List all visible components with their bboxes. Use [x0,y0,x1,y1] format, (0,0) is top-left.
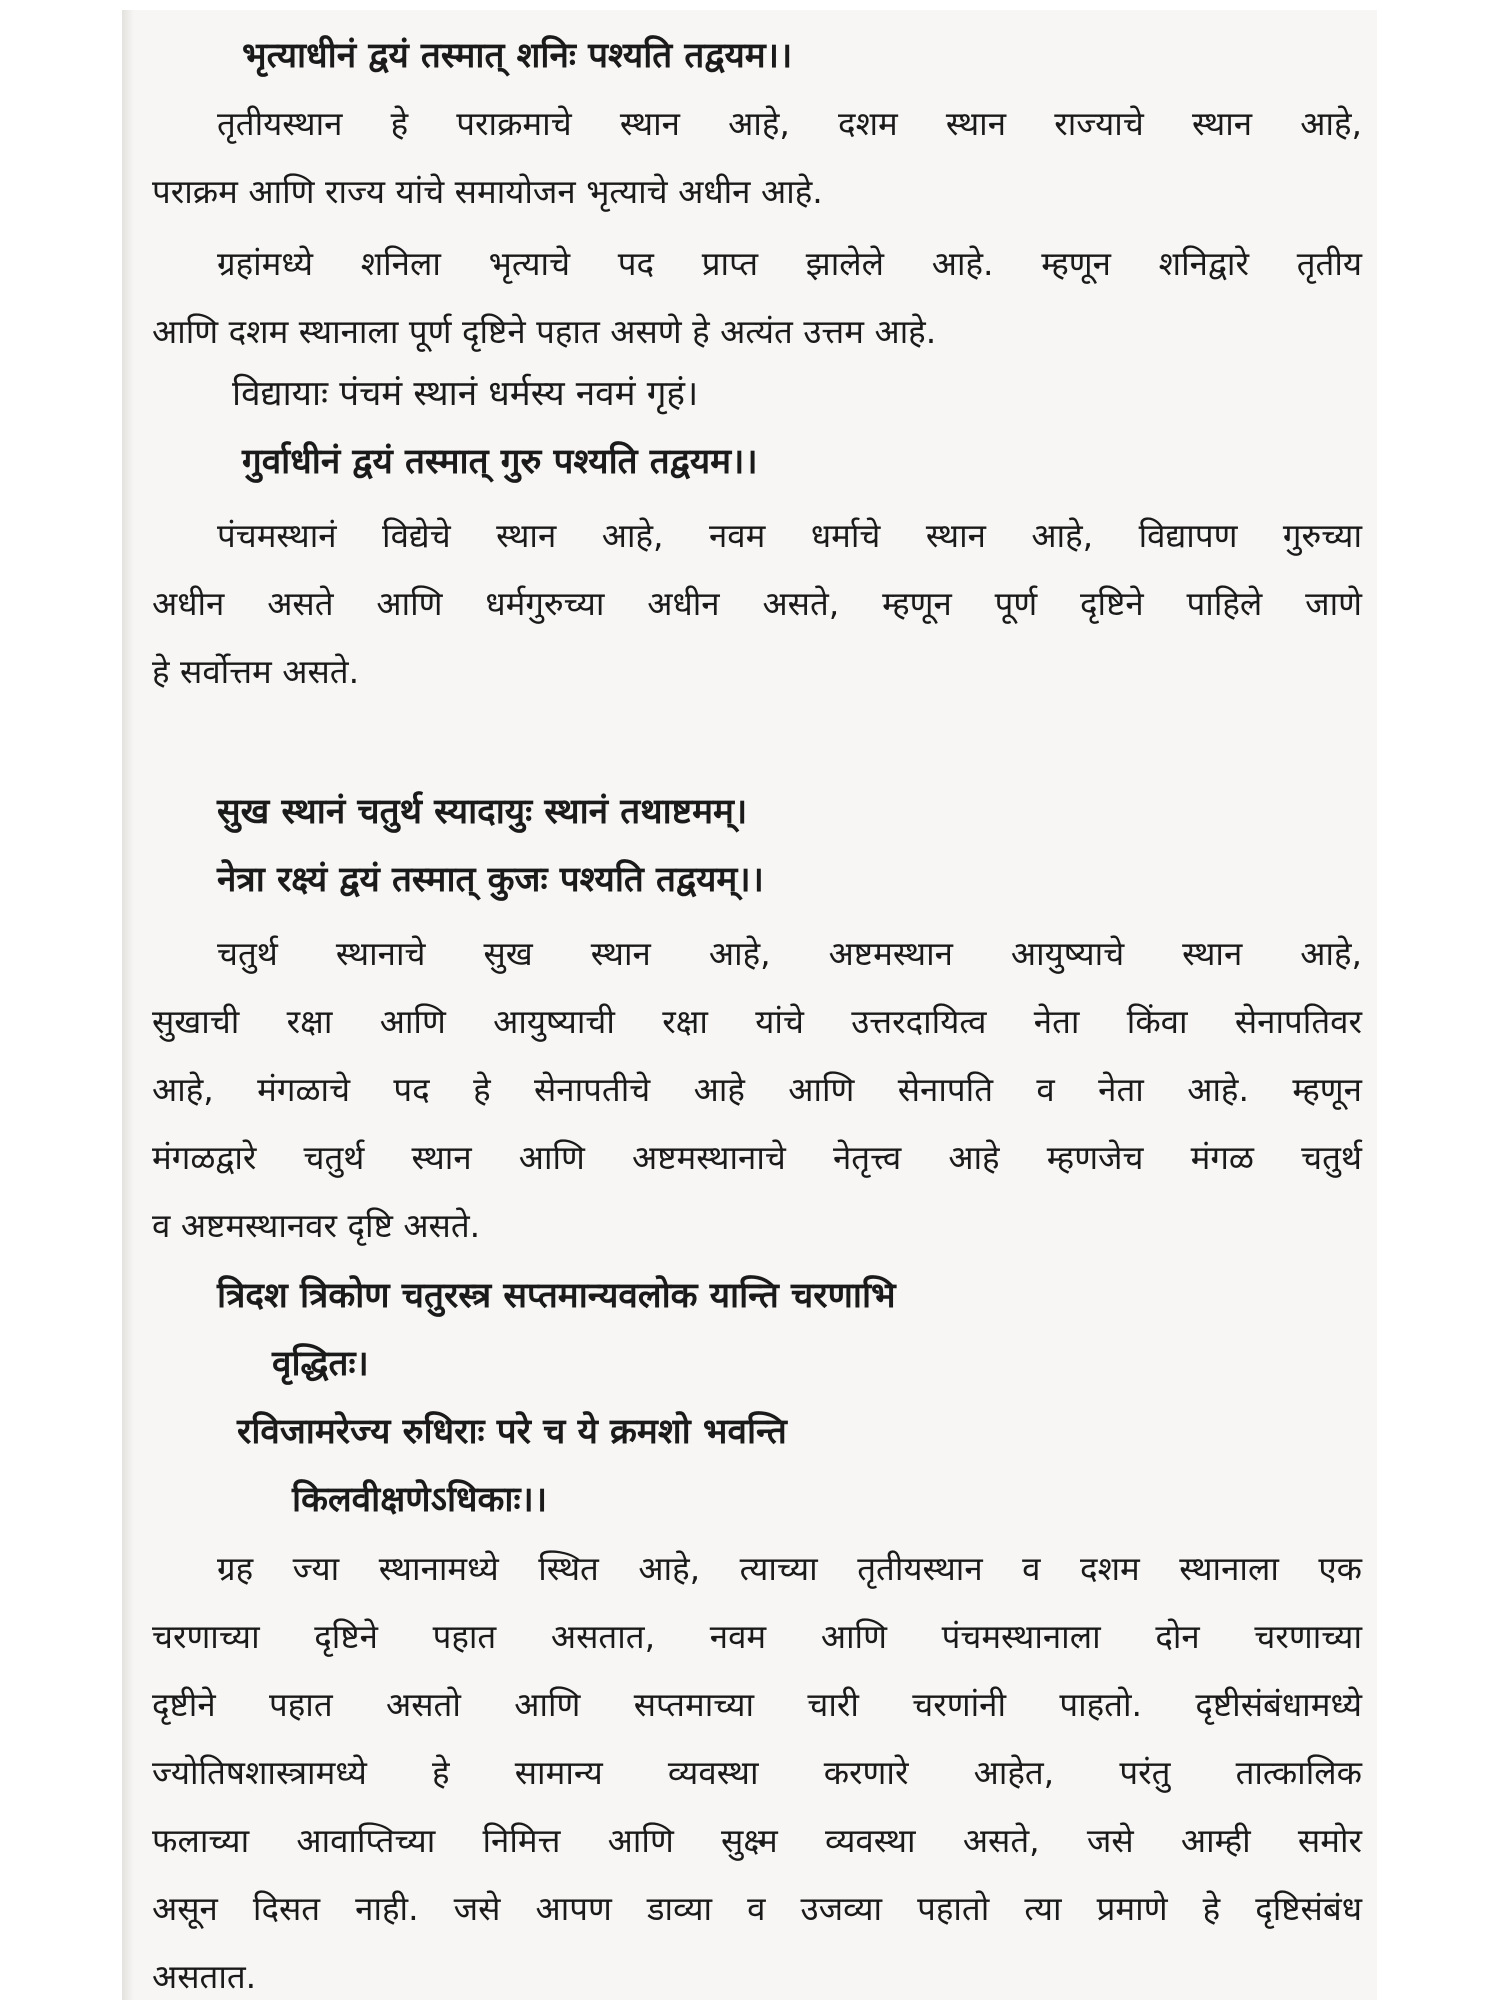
paragraph-line: मंगळद्वारे चतुर्थ स्थान आणि अष्टमस्थानाचे नेतृत्त्व आहे म्हणजेच मंगळ चतुर्थ [152,1138,1362,1177]
verse-line: गुर्वाधीनं द्वयं तस्मात् गुरु पश्यति तद्वयम।। [242,442,758,482]
paragraph-line: व अष्टमस्थानवर दृष्टि असते. [152,1206,481,1245]
paragraph-line: हे सर्वोत्तम असते. [152,652,360,691]
verse-line: रविजामरेज्य रुधिराः परे च ये क्रमशो भवन्ति [237,1412,787,1452]
paragraph-1 [152,90,1362,226]
paragraph-line: आहे, मंगळाचे पद हे सेनापतीचे आहे आणि सेनापति व नेता आहे. म्हणून [152,1070,1362,1109]
verse-line: विद्यायाः पंचमं स्थानं धर्मस्य नवमं गृहं। [232,374,699,414]
paragraph-line: आणि दशम स्थानाला पूर्ण दृष्टिने पहात असणे हे अत्यंत उत्तम आहे. [152,312,937,351]
paragraph-line: अधीन असते आणि धर्मगुरुच्या अधीन असते, म्हणून पूर्ण दृष्टिने पाहिले जाणे [152,584,1362,623]
paragraph-line: दृष्टीने पहात असतो आणि सप्तमाच्या चारी चरणांनी पाहतो. दृष्टीसंबंधामध्ये [152,1685,1362,1724]
paragraph-line: फलाच्या आवाप्तिच्या निमित्त आणि सुक्ष्म व्यवस्था असते, जसे आम्ही समोर [152,1821,1362,1860]
paragraph-line: चरणाच्या दृष्टिने पहात असतात, नवम आणि पंचमस्थानाला दोन चरणाच्या [152,1617,1362,1656]
verse-4 [152,1262,1362,1534]
paragraph-line: ग्रहांमध्ये शनिला भृत्याचे पद प्राप्त झालेले आहे. म्हणून शनिद्वारे तृतीय [217,244,1362,283]
paragraph-line: ग्रह ज्या स्थानामध्ये स्थित आहे, त्याच्या तृतीयस्थान व दशम स्थानाला एक [217,1549,1362,1588]
verse-line: भृत्याधीनं द्वयं तस्मात् शनिः पश्यति तद्वयम।। [242,36,793,76]
paragraph-line: सुखाची रक्षा आणि आयुष्याची रक्षा यांचे उत्तरदायित्व नेता किंवा सेनापतिवर [152,1002,1362,1041]
paragraph-3 [152,502,1362,706]
paragraph-line: चतुर्थ स्थानाचे सुख स्थान आहे, अष्टमस्थान आयुष्याचे स्थान आहे, [217,934,1362,973]
paragraph-line: पराक्रम आणि राज्य यांचे समायोजन भृत्याचे अधीन आहे. [152,172,823,211]
verse-line: वृद्धितः। [272,1344,369,1384]
paragraph-2 [152,230,1362,366]
paragraph-line: असून दिसत नाही. जसे आपण डाव्या व उजव्या पहातो त्या प्रमाणे हे दृष्टिसंबंध [152,1889,1362,1928]
verse-1 [152,22,1362,90]
paragraph-line: पंचमस्थानं विद्येचे स्थान आहे, नवम धर्माचे स्थान आहे, विद्यापण गुरुच्या [217,516,1362,555]
paragraph-line: असतात. [152,1957,257,1996]
verse-line: नेत्रा रक्ष्यं द्वयं तस्मात् कुजः पश्यति तद्वयम्।। [217,860,764,900]
verse-3 [152,778,1362,914]
verse-line: त्रिदश त्रिकोण चतुरस्त्र सप्तमान्यवलोक यान्ति चरणाभि [217,1276,896,1316]
paragraph-4 [152,920,1362,1260]
paragraph-line: ज्योतिषशास्त्रामध्ये हे सामान्य व्यवस्था करणारे आहेत, परंतु तात्कालिक [152,1753,1362,1792]
verse-line: किलवीक्षणेऽधिकाः।। [292,1480,548,1520]
verse-line: सुख स्थानं चतुर्थ स्यादायुः स्थानं तथाष्टमम्। [217,792,748,832]
paragraph-5 [152,1535,1362,2000]
verse-2 [152,360,1362,496]
paragraph-line: तृतीयस्थान हे पराक्रमाचे स्थान आहे, दशम स्थान राज्याचे स्थान आहे, [217,104,1362,143]
